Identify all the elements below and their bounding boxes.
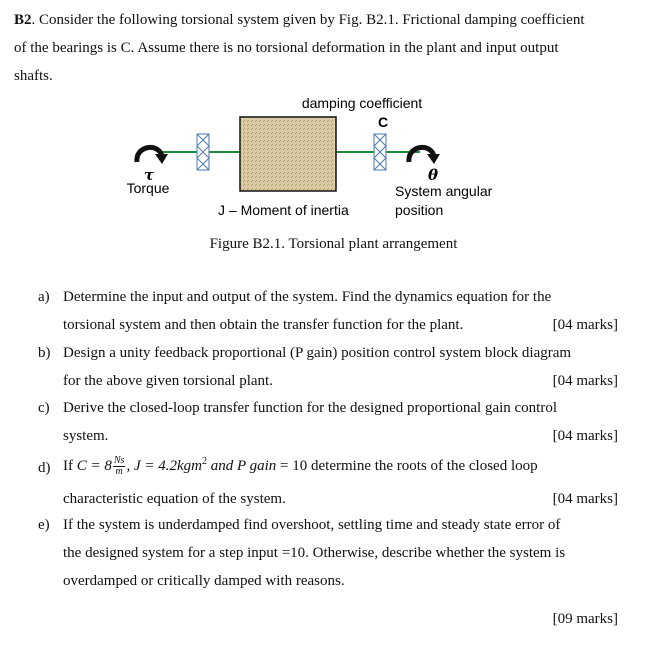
- question-b-line-1: Design a unity feedback proportional (P gain) position control system block diagram: [63, 345, 572, 361]
- figure-caption: Figure B2.1. Torsional plant arrangement: [209, 236, 458, 252]
- question-e-label: e): [38, 517, 50, 533]
- angular-position-label-2: position: [395, 202, 444, 218]
- question-e: [38, 517, 618, 597]
- damping-fraction: $\frac{Ns}{m}$: [113, 455, 125, 478]
- question-d-line-2: characteristic equation of the system.: [63, 491, 286, 507]
- question-a-line-1: Determine the input and output of the system. Find the dynamics equation for the: [63, 289, 552, 305]
- question-b-line-2: for the above given torsional plant.: [63, 373, 273, 389]
- damping-coefficient-label: damping coefficient: [301, 95, 423, 111]
- question-e-line-2: the designed system for a step input =10. Otherwise, describe whether the system is: [63, 545, 566, 561]
- damping-symbol: C: [377, 114, 389, 130]
- torque-symbol: τ: [143, 166, 155, 184]
- torsional-system-figure: [0, 0, 667, 270]
- left-bearing: [197, 134, 209, 170]
- inertia-label: J – Moment of inertia: [218, 202, 349, 218]
- question-a-marks: [04 marks]: [552, 317, 618, 333]
- question-b-label: b): [38, 345, 51, 361]
- question-e-line-1: If the system is underdamped find overshoot, settling time and steady state error of: [63, 517, 561, 533]
- angular-position-arrow-icon: [409, 147, 440, 164]
- question-c-label: c): [38, 400, 50, 416]
- question-e-marks: [09 marks]: [552, 611, 618, 627]
- question-d-label: d): [38, 460, 51, 476]
- question-c: [38, 400, 618, 450]
- angular-position-label-1: System angular: [395, 183, 493, 199]
- intro-line-2: of the bearings is C. Assume there is no torsional deformation in the plant and input output: [14, 40, 559, 56]
- question-e-line-3: overdamped or critically damped with reasons.: [63, 573, 345, 589]
- torque-arrow-icon: [137, 147, 168, 164]
- question-d-line-1: If C = 8 $\frac{Ns}{m}$ , J = 4.2kgm$^2$ and P gain = 10 determine the roots of the closed loop: [63, 455, 538, 478]
- question-d: [38, 456, 618, 516]
- intro-line-1: . Consider the following torsional system given by Fig. B2.1. Frictional damping coefficient: [31, 12, 585, 28]
- question-c-marks: [04 marks]: [552, 428, 618, 444]
- torque-label: Torque: [126, 180, 170, 196]
- inertia-block: [240, 117, 336, 191]
- question-b-marks: [04 marks]: [552, 373, 618, 389]
- question-d-marks: [04 marks]: [552, 491, 618, 507]
- question-number: B2: [14, 12, 32, 28]
- question-a-label: a): [38, 289, 50, 305]
- question-a-line-2: torsional system and then obtain the transfer function for the plant.: [63, 317, 464, 333]
- question-a: [38, 289, 618, 339]
- right-bearing: [374, 134, 386, 170]
- question-c-line-1: Derive the closed-loop transfer function for the designed proportional gain control: [63, 400, 558, 416]
- intro-line-3: shafts.: [14, 68, 53, 84]
- question-b: [38, 345, 618, 395]
- theta-symbol: θ: [427, 166, 439, 184]
- question-c-line-2: system.: [63, 428, 109, 444]
